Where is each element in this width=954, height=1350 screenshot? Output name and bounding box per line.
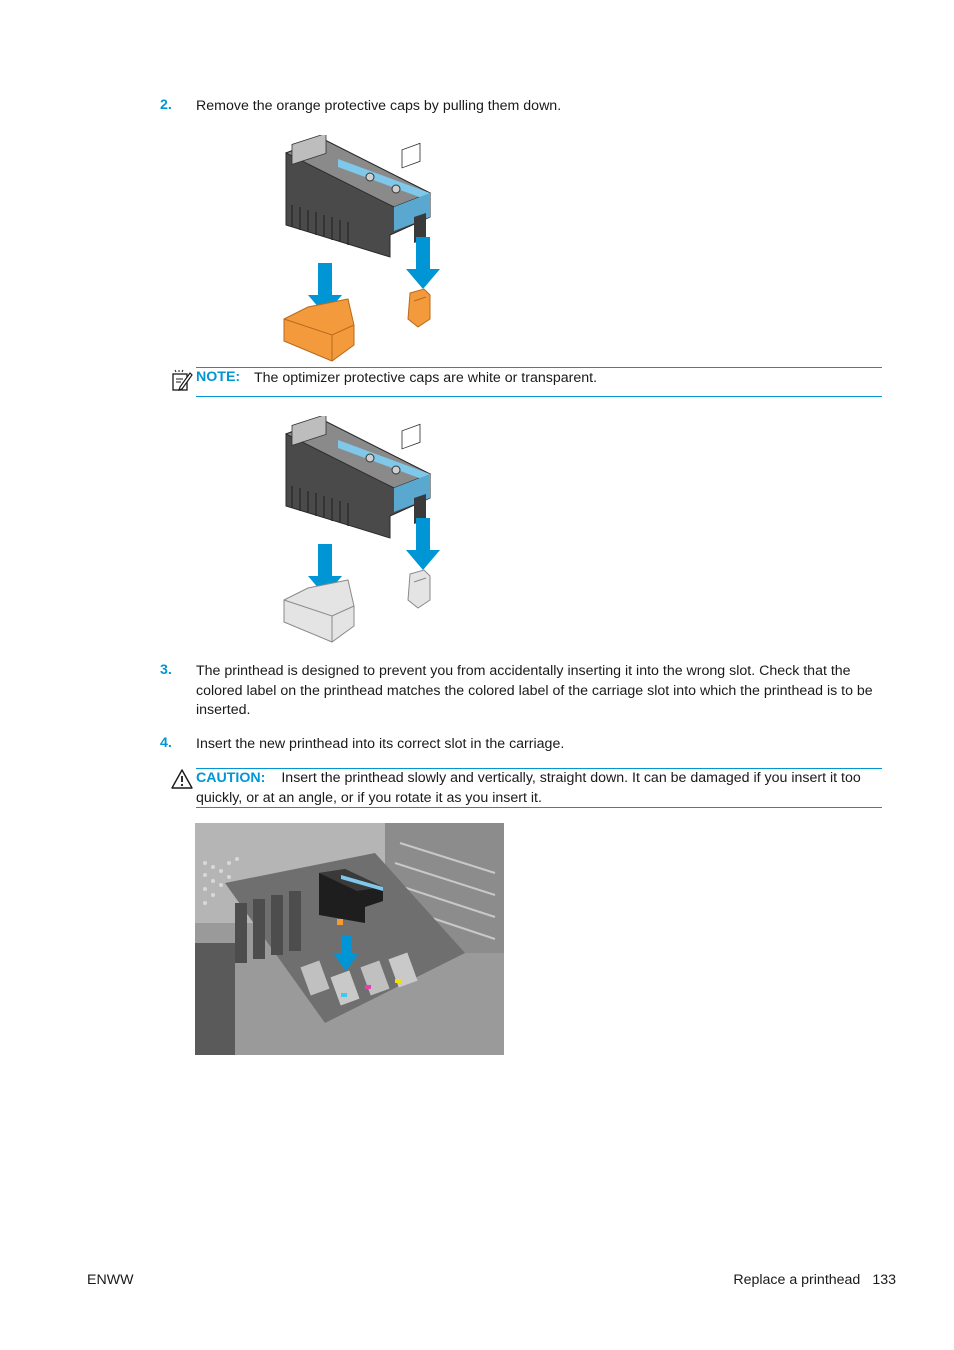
step-2-number: 2. [160,97,172,113]
note-icon [170,369,194,393]
step-3-number: 3. [160,662,172,678]
caution-block [196,769,882,808]
footer-section: Replace a printhead [733,1272,861,1288]
caution-text: Insert the printhead slowly and vertically, straight down. It can be damaged if you insert it too quickly, or at an angle, or if you rotate it as you insert it. [196,770,861,806]
footer-right [733,1272,896,1288]
step-4-text: Insert the new printhead into its correct slot in the carriage. [196,736,565,752]
note-top-rule [196,367,882,368]
carriage-insertion-photo [195,823,504,1055]
step-4-number: 4. [160,735,172,751]
caution-label: CAUTION: [196,770,266,786]
step-2-text: Remove the orange protective caps by pulling them down. [196,98,562,114]
footer-page-number: 133 [872,1272,896,1288]
warning-triangle-icon [171,769,193,789]
note-text: The optimizer protective caps are white or transparent. [254,370,598,386]
note-bottom-rule [196,396,882,397]
printhead-orange-caps-illustration [278,135,443,363]
step-3-text: The printhead is designed to prevent you from accidentally inserting it into the wrong slot. Check that the colored label on the printhead matches the colored label of the carriage slot into which the printhead is to be inserted. [196,663,873,719]
printhead-white-caps-illustration [278,416,443,644]
footer-left: ENWW [87,1272,134,1288]
note-label: NOTE: [196,369,241,385]
caution-bottom-rule [196,807,882,808]
